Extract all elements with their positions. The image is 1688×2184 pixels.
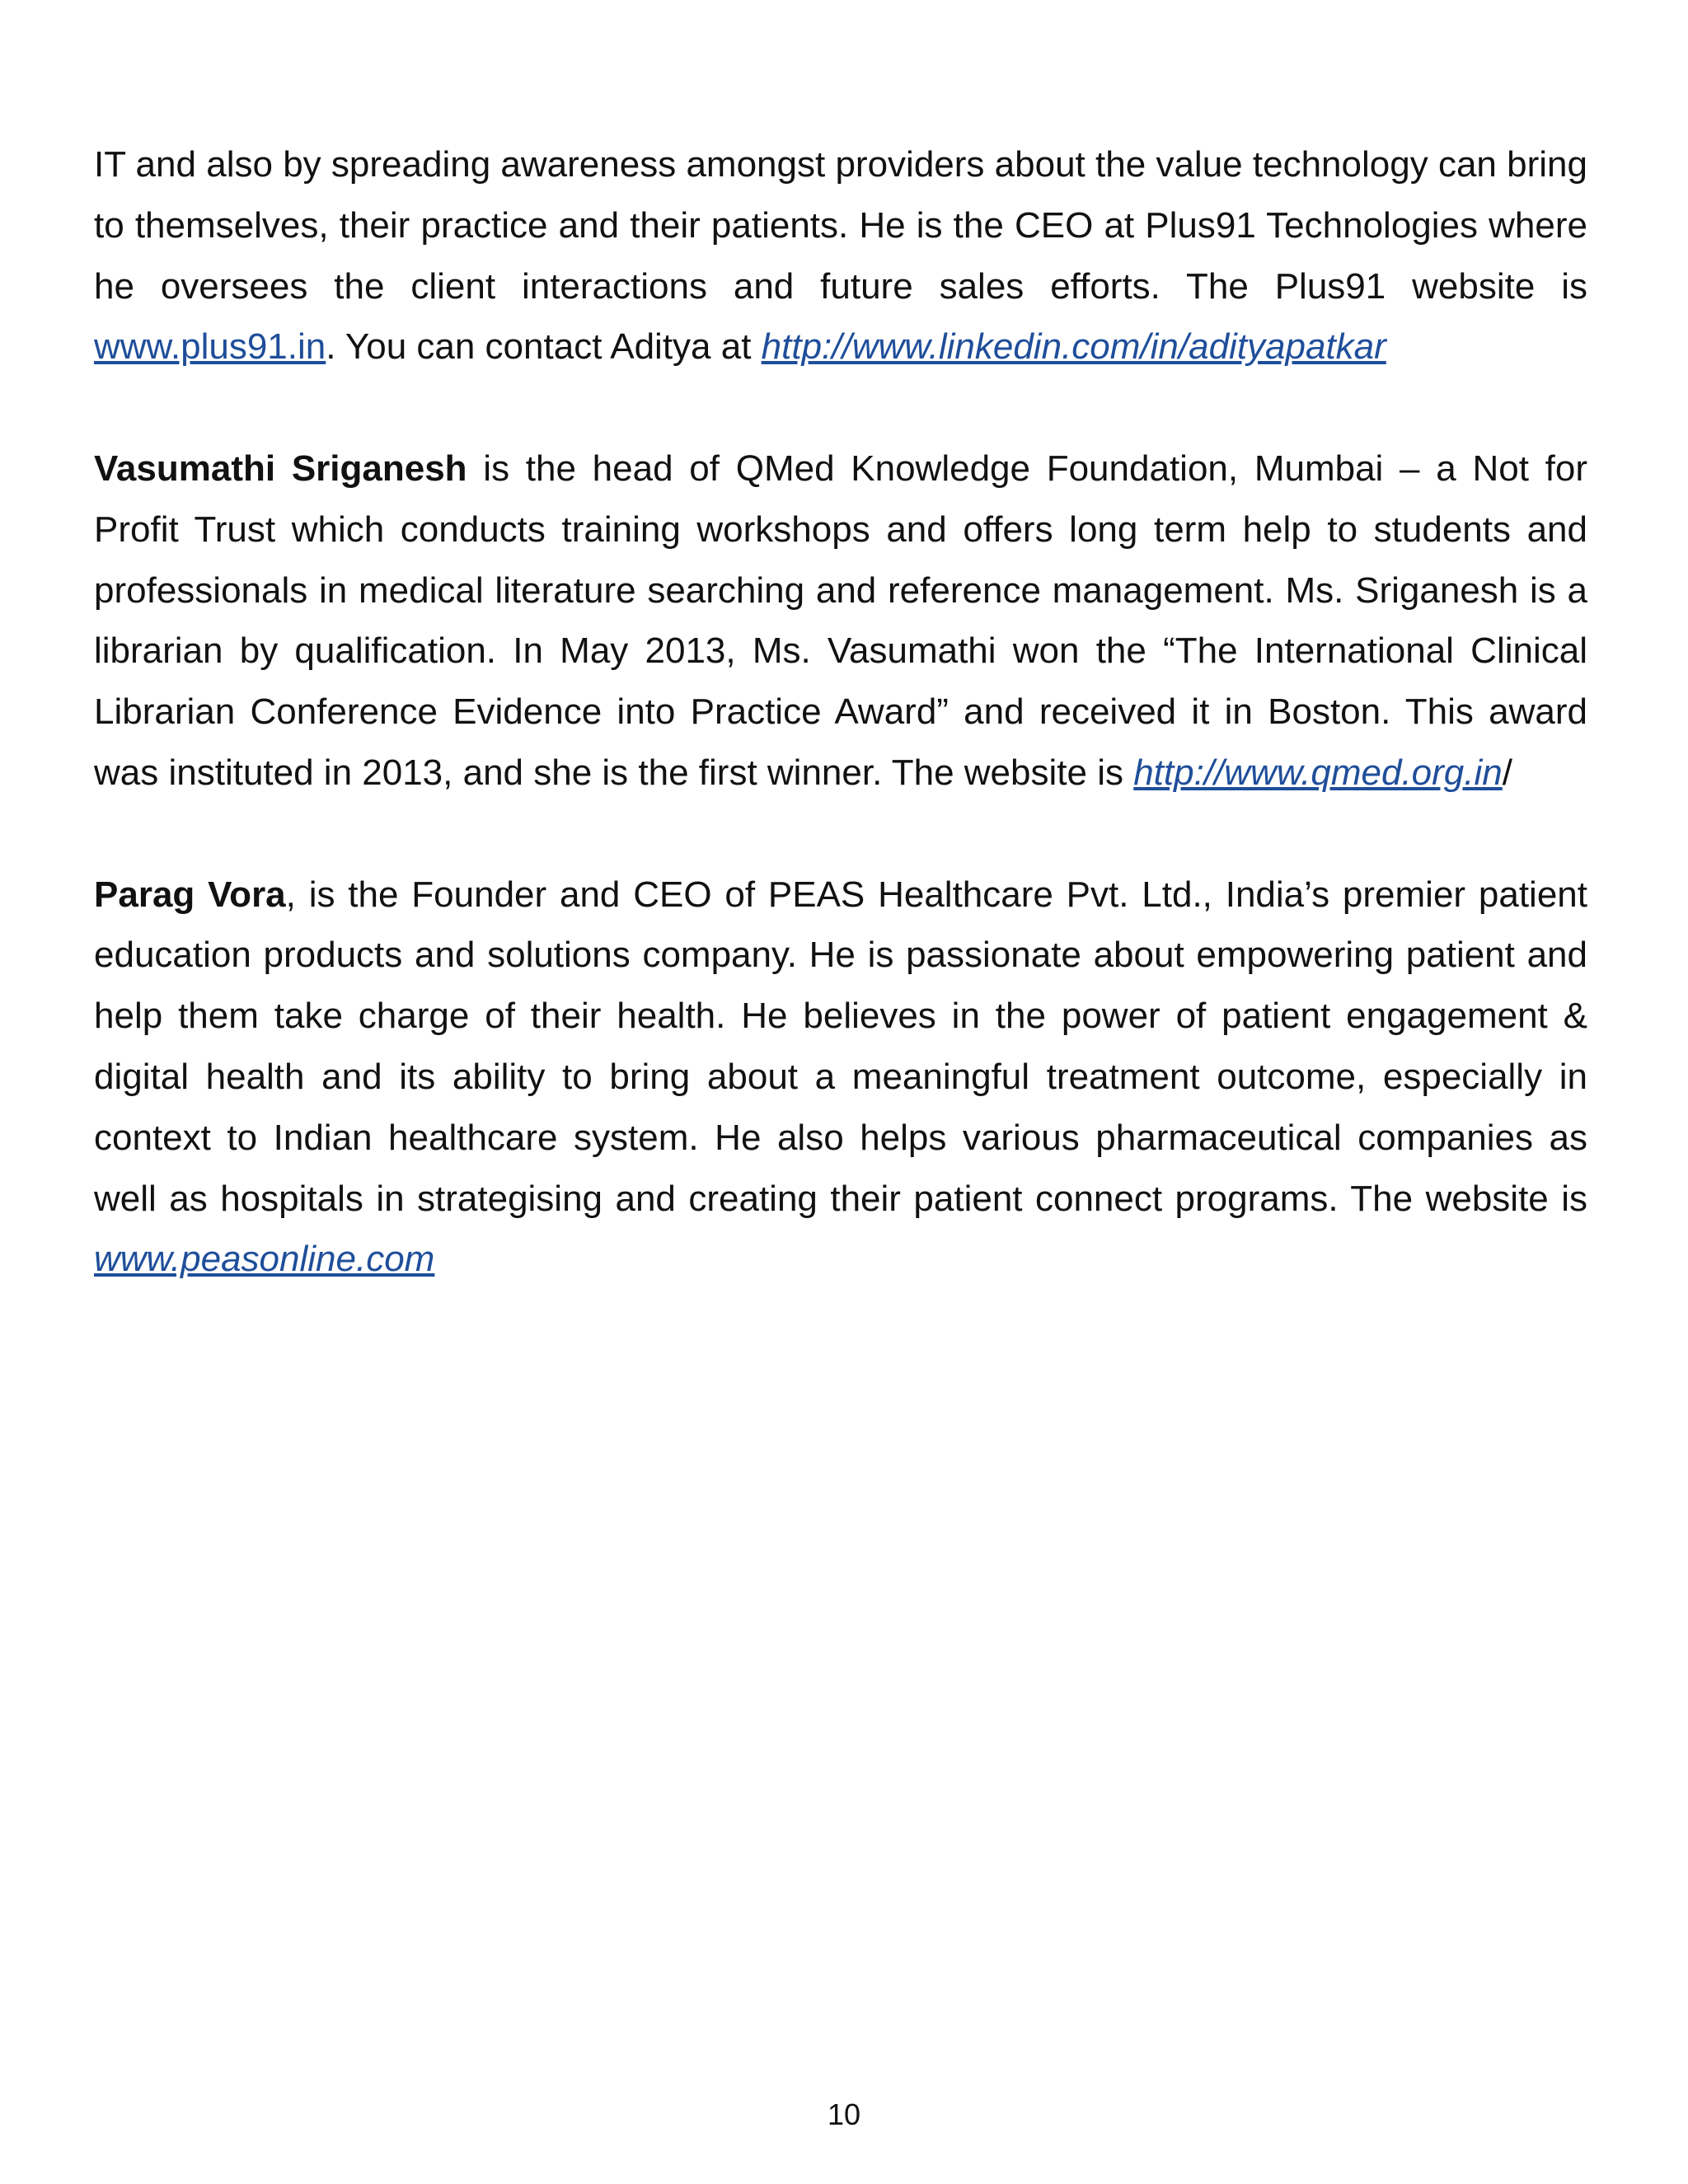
paragraph-text: . You can contact Aditya at [326, 326, 762, 368]
peas-website-link[interactable]: www.peasonline.com [94, 1239, 435, 1280]
paragraph-text: IT and also by spreading awareness amongst providers about the value technology can bring to themselves, their practice and their patients. He is the CEO at Plus91 Technologies where he oversees the client interactions and future sales efforts. The Plus91 website is [94, 144, 1587, 307]
linkedin-profile-link[interactable]: http://www.linkedin.com/in/adityapatkar [761, 326, 1386, 368]
document-page [94, 134, 1587, 1290]
paragraph-parag-vora [94, 865, 1587, 1291]
person-name: Parag Vora [94, 874, 286, 915]
plus91-website-link[interactable]: www.plus91.in [94, 326, 326, 368]
paragraph-text: , is the Founder and CEO of PEAS Healthcare Pvt. Ltd., India’s premier patient education products and solutions company. He is passionate about empowering patient and help them take charge of their health. He believes in the power of patient engagement & digital health and its ability to bring about a meaningful treatment outcome, especially in context to Indian healthcare system. He also helps various pharmaceutical companies as well as hospitals in strategising and creating their patient connect programs. The website is [94, 874, 1587, 1219]
paragraph-aditya-patkar [94, 134, 1587, 377]
page-number: 10 [827, 2097, 861, 2131]
paragraph-text: / [1502, 752, 1512, 793]
paragraph-text: is the head of QMed Knowledge Foundation, Mumbai – a Not for Profit Trust which conducts training workshops and offers long term help to students and professionals in medical literature searching and reference management. Ms. Sriganesh is a librarian by qualification. In May 2013, Ms. Vasumathi won the “The International Clinical Librarian Conference Evidence into Practice Award” and received it in Boston. This award was instituted in 2013, and she is the first winner. The website is [94, 448, 1587, 793]
paragraph-vasumathi-sriganesh [94, 438, 1587, 804]
person-name: Vasumathi Sriganesh [94, 448, 467, 489]
qmed-website-link[interactable]: http://www.qmed.org.in [1133, 752, 1503, 793]
